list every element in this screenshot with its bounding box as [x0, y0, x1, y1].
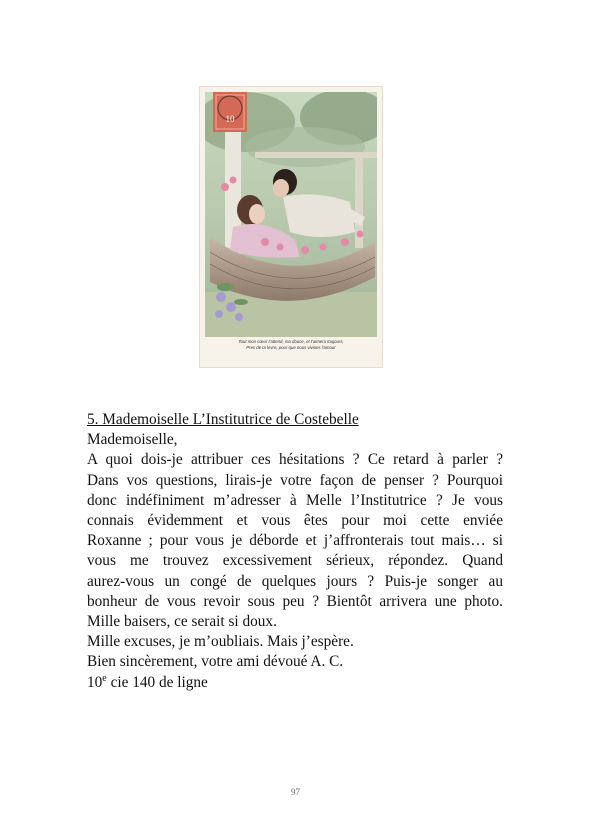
postcard-caption — [205, 339, 377, 351]
letter-closing: Mille excuses, je m’oubliais. Mais j’espère. — [87, 633, 354, 651]
letter-line: bonheur de vous revoir sous peu ? Bientôt arrivera une photo. — [87, 592, 503, 610]
letter-closing: Mille baisers, ce serait si doux. — [87, 613, 277, 631]
postcard-caption-line: Pres de ta levre, pour que nous vivions l'amour — [246, 345, 336, 350]
letter-line: Roxanne ; pour vous je déborde et j’affronterais tout mais… si — [87, 532, 503, 550]
letter-line: A quoi dois-je attribuer ces hésitations ? Ce retard à parler ? — [87, 451, 503, 469]
unit-number: 10 — [87, 673, 103, 691]
letter-line: connais évidemment et vous êtes pour moi cette enviée — [87, 512, 503, 530]
letter-body — [87, 410, 503, 693]
stamp-value: 10 — [225, 114, 235, 124]
letter-line: Dans vos questions, lirais-je votre façon de penser ? Pourquoi — [87, 471, 503, 489]
letter-title: 5. Mademoiselle L’Institutrice de Costebelle — [87, 411, 359, 428]
letter-signature-unit — [87, 673, 503, 693]
page-number: 97 — [291, 787, 300, 797]
postcard-caption-line: Tout mon cœur t'attend, ma douce, et t'aimera toujours, — [238, 339, 344, 344]
unit-rest: cie 140 de ligne — [106, 673, 208, 691]
letter-line: donc indéfiniment m’adresser à Melle l’Institutrice ? Je vous — [87, 491, 503, 509]
letter-line: vous me trouvez excessivement sérieux, répondez. Quand — [87, 552, 503, 570]
letter-closing: Bien sincèrement, votre ami dévoué A. C. — [87, 653, 344, 671]
postcard-photo — [205, 92, 377, 337]
postcard-image — [199, 86, 383, 368]
unit-superscript: e — [102, 672, 107, 684]
stamp-icon — [213, 92, 247, 132]
letter-salutation: Mademoiselle, — [87, 431, 178, 449]
letter-line: aurez-vous un congé de quelques jours ? Puis-je songer au — [87, 572, 503, 590]
